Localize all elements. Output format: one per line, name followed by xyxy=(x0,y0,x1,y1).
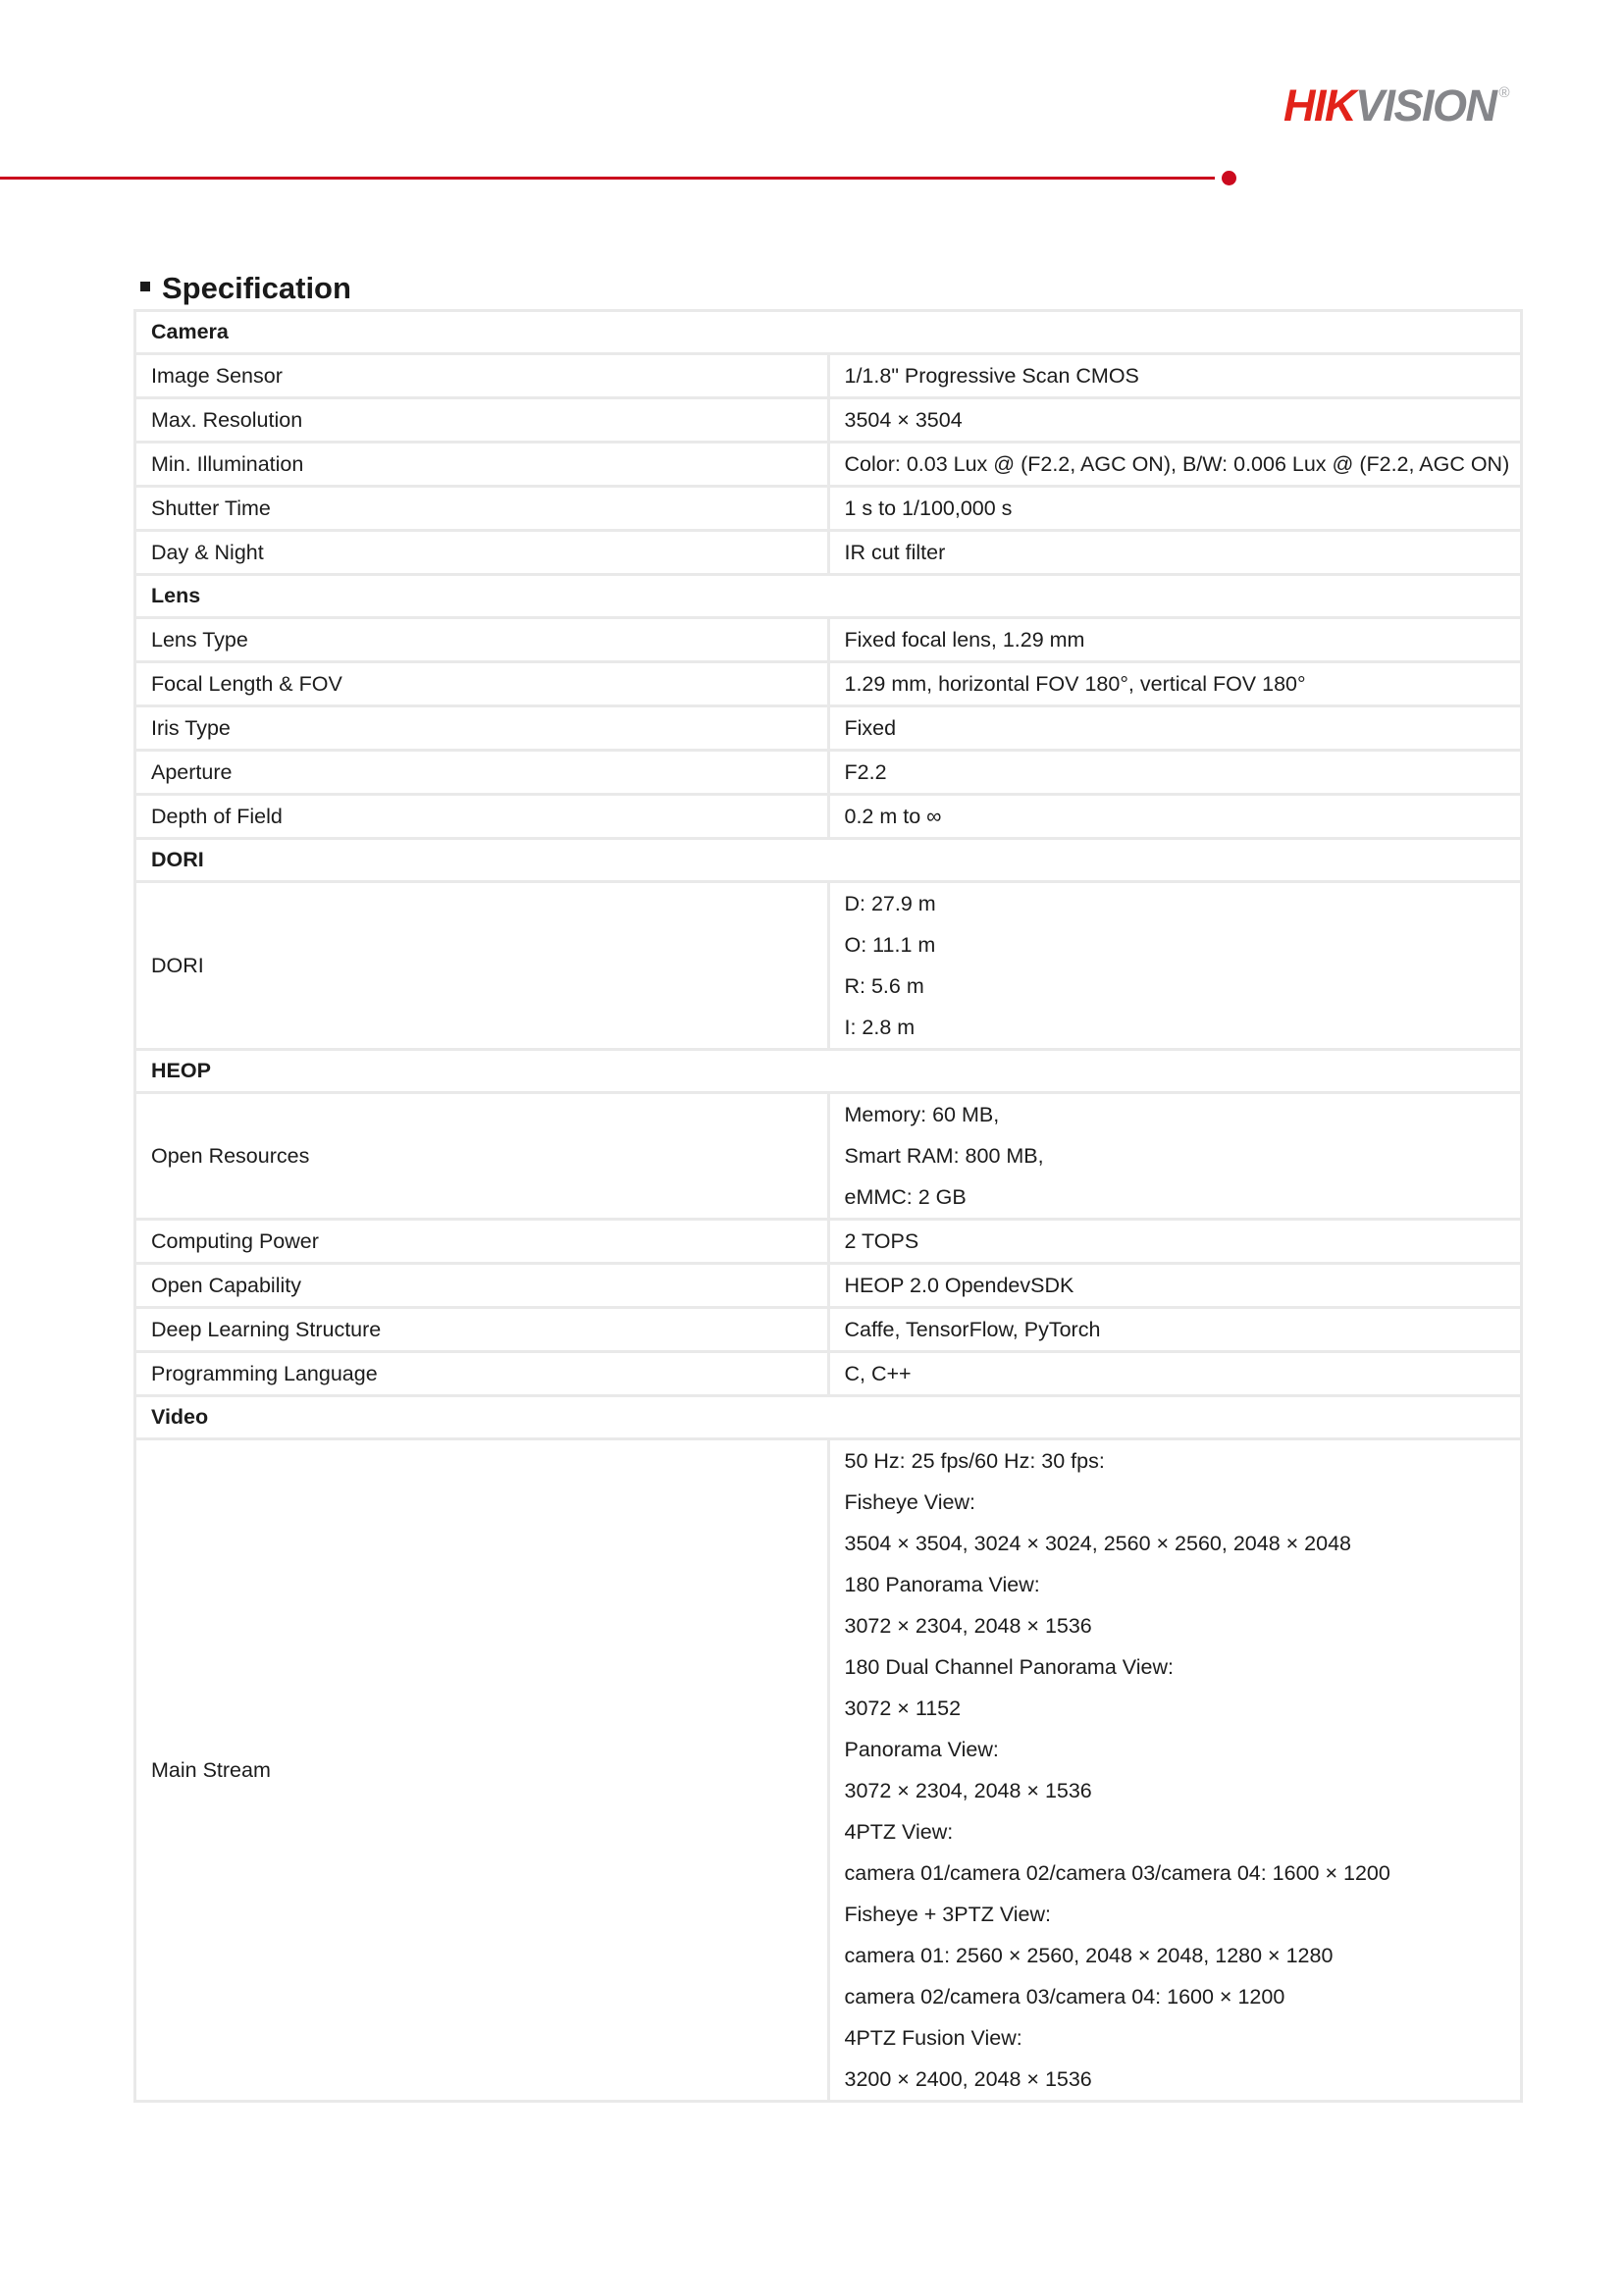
table-row xyxy=(135,618,1522,662)
section-header: DORI xyxy=(135,839,1522,882)
spec-value xyxy=(828,882,1522,1050)
spec-value xyxy=(828,1439,1522,2102)
section-header-row xyxy=(135,1396,1522,1439)
spec-value-line: 3504 × 3504, 3024 × 3024, 2560 × 2560, 2048 × 2048 xyxy=(844,1532,1351,1555)
page-title-text: Specification xyxy=(162,271,351,305)
spec-value-line: 3072 × 2304, 2048 × 1536 xyxy=(844,1614,1092,1638)
spec-value-line: 2 TOPS xyxy=(844,1229,919,1253)
spec-value-line: I: 2.8 m xyxy=(844,1016,916,1039)
table-row xyxy=(135,662,1522,706)
spec-label: Image Sensor xyxy=(135,354,829,398)
hikvision-logo xyxy=(1283,71,1510,128)
spec-value xyxy=(828,531,1522,575)
square-bullet-icon xyxy=(140,282,150,291)
spec-value xyxy=(828,1264,1522,1308)
spec-value xyxy=(828,706,1522,751)
spec-label: Depth of Field xyxy=(135,795,829,839)
spec-value-line: 3504 × 3504 xyxy=(844,408,963,432)
table-row xyxy=(135,354,1522,398)
table-row xyxy=(135,706,1522,751)
spec-value xyxy=(828,487,1522,531)
spec-label: Min. Illumination xyxy=(135,443,829,487)
spec-value-line: Memory: 60 MB, xyxy=(844,1103,1000,1126)
table-row xyxy=(135,795,1522,839)
spec-value-line: 1/1.8" Progressive Scan CMOS xyxy=(844,364,1139,388)
spec-value-line: 1.29 mm, horizontal FOV 180°, vertical FOV 180° xyxy=(844,672,1306,696)
section-header: Lens xyxy=(135,575,1522,618)
table-row xyxy=(135,1220,1522,1264)
spec-value-line: Fisheye View: xyxy=(844,1490,975,1514)
spec-label: Main Stream xyxy=(135,1439,829,2102)
table-row xyxy=(135,398,1522,443)
table-row xyxy=(135,443,1522,487)
spec-value-line: R: 5.6 m xyxy=(844,974,924,998)
spec-value-line: eMMC: 2 GB xyxy=(844,1185,967,1209)
spec-value-line: Fisheye + 3PTZ View: xyxy=(844,1903,1052,1926)
table-row xyxy=(135,1352,1522,1396)
spec-value-line: Smart RAM: 800 MB, xyxy=(844,1144,1044,1168)
spec-value xyxy=(828,398,1522,443)
spec-value-line: 50 Hz: 25 fps/60 Hz: 30 fps: xyxy=(844,1449,1105,1473)
spec-label: Iris Type xyxy=(135,706,829,751)
spec-value xyxy=(828,1308,1522,1352)
spec-label: Aperture xyxy=(135,751,829,795)
spec-value xyxy=(828,795,1522,839)
spec-value-line: camera 02/camera 03/camera 04: 1600 × 1200 xyxy=(844,1985,1285,2009)
spec-value-line: O: 11.1 m xyxy=(844,933,936,957)
spec-table-body xyxy=(135,311,1522,2102)
spec-value-line: 3200 × 2400, 2048 × 1536 xyxy=(844,2067,1092,2091)
spec-value xyxy=(828,662,1522,706)
table-row xyxy=(135,487,1522,531)
spec-label: Programming Language xyxy=(135,1352,829,1396)
spec-value-line: HEOP 2.0 OpendevSDK xyxy=(844,1274,1074,1297)
logo-vision-text: VISION xyxy=(1355,80,1496,130)
spec-label: Computing Power xyxy=(135,1220,829,1264)
section-header-row xyxy=(135,1050,1522,1093)
spec-value-line: 180 Dual Channel Panorama View: xyxy=(844,1655,1174,1679)
table-row xyxy=(135,1308,1522,1352)
spec-value-line: Color: 0.03 Lux @ (F2.2, AGC ON), B/W: 0.006 Lux @ (F2.2, AGC ON) xyxy=(844,452,1510,476)
section-header-row xyxy=(135,839,1522,882)
section-header: Video xyxy=(135,1396,1522,1439)
specification-table xyxy=(133,309,1523,2103)
table-row xyxy=(135,882,1522,1050)
logo-hik-text: HIK xyxy=(1283,80,1355,130)
spec-label: Open Capability xyxy=(135,1264,829,1308)
spec-value-line: Fixed focal lens, 1.29 mm xyxy=(844,628,1085,652)
table-row xyxy=(135,1093,1522,1220)
red-accent-dot xyxy=(1222,171,1236,185)
spec-value-line: 180 Panorama View: xyxy=(844,1573,1040,1596)
spec-value-line: IR cut filter xyxy=(844,541,946,564)
spec-value-line: 4PTZ View: xyxy=(844,1820,954,1844)
spec-label: Lens Type xyxy=(135,618,829,662)
section-header-row xyxy=(135,311,1522,354)
table-row xyxy=(135,531,1522,575)
table-row xyxy=(135,1439,1522,2102)
spec-value-line: 3072 × 2304, 2048 × 1536 xyxy=(844,1779,1092,1802)
spec-label: Open Resources xyxy=(135,1093,829,1220)
section-header: HEOP xyxy=(135,1050,1522,1093)
spec-value xyxy=(828,618,1522,662)
page-title xyxy=(140,272,351,305)
spec-value-line: Panorama View: xyxy=(844,1738,999,1761)
spec-value-line: Caffe, TensorFlow, PyTorch xyxy=(844,1318,1101,1341)
spec-value-line: 4PTZ Fusion View: xyxy=(844,2026,1022,2050)
spec-value-line: 3072 × 1152 xyxy=(844,1696,962,1720)
spec-value xyxy=(828,1220,1522,1264)
spec-value-line: Fixed xyxy=(844,716,897,740)
spec-value xyxy=(828,1093,1522,1220)
spec-value xyxy=(828,443,1522,487)
spec-value-line: F2.2 xyxy=(844,760,887,784)
spec-value xyxy=(828,354,1522,398)
spec-label: Day & Night xyxy=(135,531,829,575)
registered-trademark-symbol: ® xyxy=(1498,84,1510,101)
spec-label: Shutter Time xyxy=(135,487,829,531)
spec-value-line: 0.2 m to ∞ xyxy=(844,805,942,828)
spec-value-line: camera 01: 2560 × 2560, 2048 × 2048, 1280 × 1280 xyxy=(844,1944,1334,1967)
spec-value xyxy=(828,751,1522,795)
spec-label: DORI xyxy=(135,882,829,1050)
section-header: Camera xyxy=(135,311,1522,354)
section-header-row xyxy=(135,575,1522,618)
spec-value-line: 1 s to 1/100,000 s xyxy=(844,496,1013,520)
spec-label: Max. Resolution xyxy=(135,398,829,443)
spec-label: Focal Length & FOV xyxy=(135,662,829,706)
spec-label: Deep Learning Structure xyxy=(135,1308,829,1352)
spec-value-line: D: 27.9 m xyxy=(844,892,936,915)
spec-value xyxy=(828,1352,1522,1396)
spec-value-line: camera 01/camera 02/camera 03/camera 04: 1600 × 1200 xyxy=(844,1861,1390,1885)
spec-value-line: C, C++ xyxy=(844,1362,912,1385)
table-row xyxy=(135,751,1522,795)
red-accent-line xyxy=(0,177,1215,180)
table-row xyxy=(135,1264,1522,1308)
